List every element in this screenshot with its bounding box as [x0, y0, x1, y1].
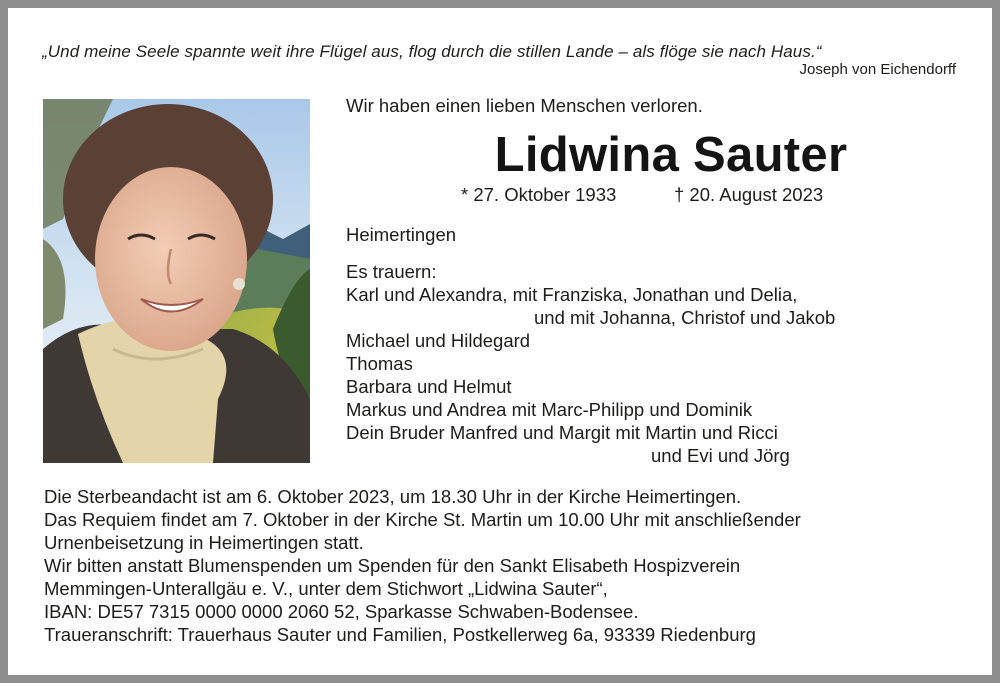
quote-author: Joseph von Eichendorff [799, 61, 956, 78]
mourner-line: Barbara und Helmut [346, 376, 512, 397]
mourner-line: und Evi und Jörg [651, 445, 790, 466]
service-details [44, 485, 964, 646]
mourner-line: und mit Johanna, Christof und Jakob [534, 307, 836, 328]
mourner-line: Dein Bruder Manfred und Margit mit Martin und Ricci [346, 422, 778, 443]
detail-line: Memmingen-Unterallgäu e. V., unter dem Stichwort „Lidwina Sauter“, [44, 578, 608, 599]
obituary-card [8, 8, 992, 675]
death-date: † 20. August 2023 [674, 184, 824, 205]
detail-line: Wir bitten anstatt Blumenspenden um Spenden für den Sankt Elisabeth Hospizverein [44, 555, 741, 576]
detail-line: Urnenbeisetzung in Heimertingen statt. [44, 532, 364, 553]
mourners-heading: Es trauern: [346, 261, 437, 282]
hometown: Heimertingen [346, 224, 457, 245]
intro-text: Wir haben einen lieben Menschen verloren. [346, 95, 703, 116]
detail-line: IBAN: DE57 7315 0000 0000 2060 52, Sparkasse Schwaben-Bodensee. [44, 601, 639, 622]
detail-line: Traueranschrift: Trauerhaus Sauter und Familien, Postkellerweg 6a, 93339 Riedenburg [44, 624, 756, 645]
quote-text: „Und meine Seele spannte weit ihre Flügel aus, flog durch die stillen Lande – als flöge sie nach Haus.“ [42, 42, 822, 61]
mourner-line: Markus und Andrea mit Marc-Philipp und Dominik [346, 399, 753, 420]
birth-date: * 27. Oktober 1933 [461, 184, 617, 205]
deceased-name: Lidwina Sauter [494, 128, 848, 182]
mourner-line: Michael und Hildegard [346, 330, 531, 351]
mourner-line: Thomas [346, 353, 413, 374]
mourners-list [346, 260, 906, 467]
detail-line: Die Sterbeandacht ist am 6. Oktober 2023, um 18.30 Uhr in der Kirche Heimertingen. [44, 486, 742, 507]
mourner-line: Karl und Alexandra, mit Franziska, Jonathan und Delia, [346, 284, 798, 305]
detail-line: Das Requiem findet am 7. Oktober in der Kirche St. Martin um 10.00 Uhr mit anschließender [44, 509, 801, 530]
portrait-photo [43, 99, 310, 463]
